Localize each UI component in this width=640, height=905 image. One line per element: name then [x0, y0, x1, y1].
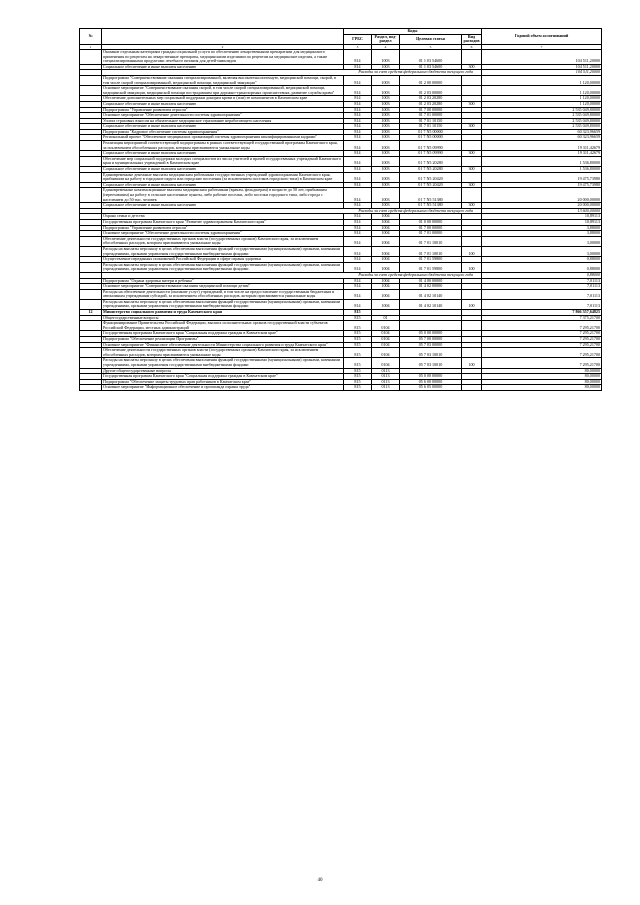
budget-document-page [79, 28, 601, 391]
row-target-article: 01 0 00 00000 [400, 219, 462, 225]
row-razdel: 1003 [372, 141, 400, 151]
row-grbs: 814 [344, 214, 372, 220]
row-razdel: 0113 [372, 368, 400, 374]
table-row [80, 246, 602, 256]
row-razdel: 1003 [372, 135, 400, 141]
page-number: 40 [317, 878, 323, 883]
row-target-article: 05 7 03 10010 [400, 358, 462, 368]
row-sum: 7 375,21700 [482, 315, 602, 321]
row-sum: 19 311,42679 [482, 141, 602, 151]
row-grbs: 814 [344, 141, 372, 151]
row-expense-type [462, 141, 482, 151]
row-sum: 1 536,80000 [482, 167, 602, 173]
row-name: Социальное обеспечение и иные выплаты населению [102, 182, 344, 188]
row-razdel: 1004 [372, 299, 400, 309]
row-name: Основное мероприятие "Финансовое обеспечение деятельности Министерства социального развития и труда Камчатского края" [102, 342, 344, 348]
row-target-article: 01 7 01 10150 [400, 124, 462, 130]
row-grbs: 814 [344, 289, 372, 299]
row-target-article: 01 7 01 10010 [400, 236, 462, 246]
row-grbs: 814 [344, 124, 372, 130]
row-name: Охрана семьи и детства [102, 214, 344, 220]
row-name: Реализация мероприятий соответствующей подпрограммы в рамках соответствующей государственной программы Камчатского края, за исключением обособленных расходов, которым присваиваются уникальные коды [102, 141, 344, 151]
row-num [80, 321, 102, 331]
column-number: 1 [80, 44, 102, 49]
note-text: Расходы за счет средств федерального бюджета текущего года [102, 70, 482, 76]
row-sum: 2 535 049,80000 [482, 118, 602, 124]
row-target-article: 01 1 03 54600 [400, 64, 462, 70]
row-razdel: 1003 [372, 64, 400, 70]
row-num [80, 172, 102, 182]
row-name: Социальное обеспечение и иные выплаты населению [102, 101, 344, 107]
row-grbs: 815 [344, 358, 372, 368]
row-razdel: 1003 [372, 118, 400, 124]
row-target-article: 05 7 00 00000 [400, 337, 462, 343]
row-razdel: 1004 [372, 214, 400, 220]
row-grbs: 814 [344, 278, 372, 284]
row-target-article [400, 321, 462, 331]
row-razdel: 1004 [372, 219, 400, 225]
row-target-article: 01 7 N5 00000 [400, 129, 462, 135]
row-grbs: 815 [344, 321, 372, 331]
row-num [80, 141, 102, 151]
row-name: Подпрограмма "Охрана здоровья матери и ребенка" [102, 278, 344, 284]
row-num [80, 358, 102, 368]
row-target-article: 01 7 N5 20420 [400, 172, 462, 182]
budget-allocation-table [79, 28, 602, 391]
row-name: Основное мероприятие "Обеспечение деятельности системы здравоохранения" [102, 231, 344, 237]
column-number: 5 [400, 44, 462, 49]
row-expense-type: 100 [462, 299, 482, 309]
row-name: Основное мероприятие "Совершенствование оказания скорой, в том числе скорой специализированной, медицинской помощи, медицинской эвакуации, медицинской помощи пострадавшим при дорожно-транспортных происшествиях, развитие службы крови" [102, 86, 344, 96]
row-name: Расходы на обеспечение деятельности (оказание услуг) учреждений, в том числе на предоставление государственным бюджетным и автономным учреждениям субсидий, за исключением обособленных расходов, которым присваиваются уникальные коды [102, 289, 344, 299]
row-grbs: 814 [344, 129, 372, 135]
row-sum: 3,00000 [482, 246, 602, 256]
row-name: Подпрограмма "Кадровое обеспечение системы здравоохранения" [102, 129, 344, 135]
row-name: Расходы на выплаты персоналу в целях обеспечения выполнения функций государственными (муниципальными) органами, казенными учреждениями, органами управления государственными внебюджетными фондами [102, 262, 344, 272]
row-expense-type [462, 385, 482, 391]
row-expense-type: 100 [462, 358, 482, 368]
row-grbs: 814 [344, 86, 372, 96]
row-grbs: 814 [344, 299, 372, 309]
row-razdel: 1003 [372, 101, 400, 107]
row-name: Расходы на выплаты персоналу в целях обеспечения выполнения функций государственными (муниципальными) органами, казенными учреждениями, органами управления государственными внебюджетными фондами [102, 299, 344, 309]
row-sum: 80,00000 [482, 374, 602, 380]
table-row [80, 236, 602, 246]
row-grbs: 814 [344, 203, 372, 209]
row-name: Единовременные компенсационные выплаты медицинским работникам (врачам, фельдшерам) в возрасте до 50 лет, прибывшим (переехавшим) на работу в сельские населенные пункты, либо рабочие поселки, либо поселки городского типа, либо города с населением до 50 тыс. человек [102, 188, 344, 203]
row-name: Социальное обеспечение и иные выплаты населению [102, 124, 344, 130]
row-num [80, 348, 102, 358]
header-expense-type: Вид расходов [463, 34, 480, 44]
row-razdel: 0104 [372, 358, 400, 368]
row-sum: 1 120,00000 [482, 86, 602, 96]
row-name: Социальное обеспечение и иные выплаты населению [102, 64, 344, 70]
row-sum: 7,01113 [482, 289, 602, 299]
row-razdel: 1003 [372, 49, 400, 64]
row-grbs: 814 [344, 96, 372, 102]
row-razdel: 0113 [372, 374, 400, 380]
row-target-article: 01 2 03 20280 [400, 96, 462, 102]
row-grbs: 815 [344, 315, 372, 321]
row-name: Подпрограмма "Управление развитием отрасли" [102, 107, 344, 113]
row-target-article: 01 7 00 00000 [400, 107, 462, 113]
row-expense-type: 100 [462, 262, 482, 272]
row-razdel: 1004 [372, 246, 400, 256]
row-grbs: 815 [344, 385, 372, 391]
row-target-article: 01 7 N5 20280 [400, 156, 462, 166]
row-razdel: 1003 [372, 86, 400, 96]
row-sum: 19 311,42679 [482, 151, 602, 157]
row-sum: 2 535 049,80000 [482, 113, 602, 119]
column-number: 3 [344, 44, 372, 49]
row-num [80, 75, 102, 85]
table-row [80, 262, 602, 272]
row-sum: 1 120,00000 [482, 75, 602, 85]
row-name: Обеспечение дополнительных мер социальной поддержки донорам крови и (или) ее компонентов в Камчатском крае [102, 96, 344, 102]
row-target-article: 05 6 05 00000 [400, 385, 462, 391]
row-num [80, 188, 102, 203]
row-grbs: 814 [344, 107, 372, 113]
note-sum: 13 600,00000 [482, 208, 602, 214]
header-name [102, 29, 344, 45]
row-expense-type: 300 [462, 64, 482, 70]
row-name: Государственная программа Камчатского края "Социальная поддержка граждан в Камчатском крае" [102, 331, 344, 337]
row-razdel: 1003 [372, 129, 400, 135]
row-grbs: 814 [344, 151, 372, 157]
row-razdel: 1003 [372, 124, 400, 130]
row-sum: 80,00000 [482, 368, 602, 374]
row-razdel: 01 [372, 315, 400, 321]
row-target-article: 01 2 03 20280 [400, 101, 462, 107]
row-target-article: 01 7 01 00000 [400, 231, 462, 237]
row-grbs: 814 [344, 75, 372, 85]
table-row [80, 188, 602, 203]
row-num [80, 156, 102, 166]
row-sum: 7,01113 [482, 284, 602, 290]
row-grbs: 814 [344, 188, 372, 203]
column-number: 7 [482, 44, 602, 49]
row-target-article: 05 7 03 10010 [400, 348, 462, 358]
row-sum: 1 120,00000 [482, 101, 602, 107]
row-name: Расходы на выплаты персоналу в целях обеспечения выполнения функций государственными (муниципальными) органами, казенными учреждениями, органами управления государственными внебюджетными фондами [102, 246, 344, 256]
row-expense-type [462, 156, 482, 166]
row-razdel: 1003 [372, 156, 400, 166]
row-sum: 0,88000 [482, 257, 602, 263]
row-grbs: 814 [344, 219, 372, 225]
row-razdel: 1004 [372, 231, 400, 237]
row-num [80, 289, 102, 299]
row-sum: 60 323,96659 [482, 135, 602, 141]
row-expense-type: 300 [462, 124, 482, 130]
row-name: Региональный проект "Обеспечение медицинских организаций системы здравоохранения квалифицированными кадрами" [102, 135, 344, 141]
row-grbs: 815 [344, 331, 372, 337]
row-target-article: 01 7 01 59800 [400, 257, 462, 263]
row-name: Социальное обеспечение и иные выплаты населению [102, 203, 344, 209]
row-razdel: 1003 [372, 203, 400, 209]
row-grbs: 814 [344, 231, 372, 237]
table-row [80, 86, 602, 96]
row-sum: 19 475,73980 [482, 182, 602, 188]
row-razdel: 0104 [372, 342, 400, 348]
table-row [80, 75, 602, 85]
row-name: Функционирование Правительства Российской Федерации, высших исполнительных органов государственной власти субъектов Российской Федерации, местных администраций [102, 321, 344, 331]
row-razdel: 1004 [372, 262, 400, 272]
row-grbs: 815 [344, 348, 372, 358]
row-target-article: 01 4 02 00000 [400, 284, 462, 290]
row-target-article: 01 7 N5 20420 [400, 182, 462, 188]
row-name: Министерство социального развития и труда Камчатского края [102, 310, 344, 316]
row-grbs: 814 [344, 49, 372, 64]
row-sum: 3,00000 [482, 236, 602, 246]
row-grbs: 814 [344, 182, 372, 188]
row-expense-type [462, 75, 482, 85]
row-name: Государственная программа Камчатского края "Социальная поддержка граждан в Камчатском крае" [102, 374, 344, 380]
row-sum: 7 295,21700 [482, 348, 602, 358]
row-razdel: 0113 [372, 379, 400, 385]
row-target-article: 05 6 00 00000 [400, 379, 462, 385]
row-razdel: 0104 [372, 348, 400, 358]
row-target-article: 01 4 02 10140 [400, 289, 462, 299]
row-grbs: 814 [344, 246, 372, 256]
row-grbs: 815 [344, 310, 372, 316]
row-grbs: 814 [344, 236, 372, 246]
row-grbs: 815 [344, 379, 372, 385]
row-num [80, 86, 102, 96]
row-name: Обеспечение деятельности государственных органов власти (государственных органов) Камчатского края, за исключением обособленных расходов, которым присваиваются уникальные коды [102, 236, 344, 246]
row-target-article: 01 7 N5 51380 [400, 203, 462, 209]
table-row [80, 156, 602, 166]
row-expense-type: 300 [462, 101, 482, 107]
row-name: Обеспечение мер социальной поддержки молодых специалистов из числа учителей и врачей государственных учреждений Камчатского края и муниципальных учреждений в Камчатском крае [102, 156, 344, 166]
row-name: Расходы на выплаты персоналу в целях обеспечения выполнения функций государственными (муниципальными) органами, казенными учреждениями, органами управления государственными внебюджетными фондами [102, 358, 344, 368]
row-grbs: 814 [344, 284, 372, 290]
table-row [80, 385, 602, 391]
column-number: 6 [462, 44, 482, 49]
row-razdel: 1004 [372, 284, 400, 290]
row-name: Социальное обеспечение и иные выплаты населению [102, 167, 344, 173]
row-grbs: 814 [344, 172, 372, 182]
row-sum: 3,88000 [482, 225, 602, 231]
header-codes-group: Коды [344, 29, 482, 35]
row-sum: 60 323,96659 [482, 129, 602, 135]
row-name: Другие общегосударственные вопросы [102, 368, 344, 374]
row-target-article: 01 7 01 10010 [400, 246, 462, 256]
row-name: Государственная программа Камчатского края "Развитие здравоохранения Камчатского края" [102, 219, 344, 225]
row-name: Общегосударственные вопросы [102, 315, 344, 321]
table-row [80, 358, 602, 368]
row-expense-type: 300 [462, 167, 482, 173]
row-sum: 3,88000 [482, 231, 602, 237]
row-target-article: 01 7 N5 00000 [400, 135, 462, 141]
table-row [80, 321, 602, 331]
row-target-article: 01 2 03 00000 [400, 86, 462, 96]
row-sum: 7 295,21700 [482, 331, 602, 337]
note-sum: 104 511,20000 [482, 70, 602, 76]
row-target-article: 05 0 00 00000 [400, 331, 462, 337]
row-num [80, 246, 102, 256]
row-sum: 104 511,20000 [482, 64, 602, 70]
row-razdel: 1004 [372, 225, 400, 231]
note-sum: 0,88000 [482, 272, 602, 278]
row-sum: 2 535 049,80000 [482, 124, 602, 130]
row-razdel: 1003 [372, 167, 400, 173]
row-expense-type [462, 49, 482, 64]
row-expense-type [462, 188, 482, 203]
row-name: Осуществление переданных полномочий Российской Федерации в сфере охраны здоровья [102, 257, 344, 263]
column-number: 2 [102, 44, 344, 49]
row-grbs: 814 [344, 64, 372, 70]
row-target-article: 01 4 02 10140 [400, 299, 462, 309]
row-razdel: 1003 [372, 107, 400, 113]
row-grbs: 814 [344, 262, 372, 272]
row-razdel: 1003 [372, 151, 400, 157]
row-expense-type: 300 [462, 151, 482, 157]
row-name: Основное мероприятие "Информационное обеспечение и пропаганда охраны труда" [102, 385, 344, 391]
row-expense-type [462, 86, 482, 96]
row-grbs: 814 [344, 167, 372, 173]
row-target-article: 01 1 03 54600 [400, 49, 462, 64]
table-row [80, 348, 602, 358]
row-expense-type: 300 [462, 182, 482, 188]
row-razdel: 1003 [372, 172, 400, 182]
row-num [80, 236, 102, 246]
row-target-article: 05 7 03 00000 [400, 342, 462, 348]
row-target-article: 01 2 00 00000 [400, 75, 462, 85]
row-sum: 1 536,80000 [482, 156, 602, 166]
row-grbs: 815 [344, 337, 372, 343]
row-sum: 80,00000 [482, 385, 602, 391]
row-grbs: 814 [344, 225, 372, 231]
row-expense-type [462, 321, 482, 331]
row-sum: 1 120,00000 [482, 96, 602, 102]
row-name: Единовременные денежные выплаты медицинским работникам государственных учреждений здравоохранения Камчатского края, прибывшим на работу в городские округа или городские поселения (за исключением поселков городского типа) в Камчатском крае [102, 172, 344, 182]
row-target-article: 01 7 N5 20280 [400, 167, 462, 173]
header-razdel: Раздел, под-раздел [372, 34, 400, 44]
note-text: Расходы за счет средств федерального бюджета текущего года [102, 272, 482, 278]
row-razdel: 1003 [372, 96, 400, 102]
row-target-article: 01 7 N5 09990 [400, 151, 462, 157]
row-name: Подпрограмма "Управление развитием отрасли" [102, 225, 344, 231]
row-razdel: 1004 [372, 278, 400, 284]
row-name: Основное мероприятие "Совершенствование оказания медицинской помощи детям" [102, 284, 344, 290]
row-sum: 7,01113 [482, 299, 602, 309]
row-sum: 7 295,21700 [482, 321, 602, 331]
row-expense-type: 100 [462, 246, 482, 256]
row-name: Подпрограмма "Обеспечение реализации Программы" [102, 337, 344, 343]
row-expense-type: 300 [462, 203, 482, 209]
row-sum: 20 000,00000 [482, 203, 602, 209]
row-grbs: 815 [344, 342, 372, 348]
row-target-article: 01 7 N5 51380 [400, 188, 462, 203]
row-sum: 2 535 049,80000 [482, 107, 602, 113]
row-target-article: 01 4 00 00000 [400, 278, 462, 284]
row-sum: 80,00000 [482, 379, 602, 385]
row-sum: 10,89113 [482, 214, 602, 220]
row-name: Социальное обеспечение и иные выплаты населению [102, 151, 344, 157]
row-sum: 7 866 557,64825 [482, 310, 602, 316]
row-sum: 19 475,73980 [482, 172, 602, 182]
row-razdel: 1003 [372, 113, 400, 119]
row-sum: 7 295,21700 [482, 358, 602, 368]
row-target-article: 01 7 00 00000 [400, 225, 462, 231]
table-row [80, 172, 602, 182]
row-target-article: 05 0 00 00000 [400, 374, 462, 380]
row-grbs: 814 [344, 257, 372, 263]
header-grbs: ГРБС [344, 34, 372, 44]
row-grbs: 814 [344, 118, 372, 124]
row-razdel: 1004 [372, 289, 400, 299]
row-expense-type [462, 289, 482, 299]
row-grbs: 814 [344, 113, 372, 119]
row-expense-type [462, 172, 482, 182]
header-target-article: Целевая статья [400, 34, 462, 44]
row-expense-type [462, 348, 482, 358]
row-num: 12 [80, 310, 102, 316]
header-amount: Годовой объем ассигнований [482, 29, 602, 45]
table-body [80, 49, 602, 390]
row-grbs: 814 [344, 156, 372, 166]
row-razdel: 1004 [372, 257, 400, 263]
header-num: № [80, 29, 102, 45]
row-num [80, 385, 102, 391]
row-name: Обеспечение деятельности государственных органов власти (государственных органов) Камчатского края, за исключением обособленных расходов, которым присваиваются уникальные коды [102, 348, 344, 358]
row-name: Подпрограмма "Совершенствование оказания специализированной, включая высокотехнологичную, медицинской помощи, скорой, в том числе скорой специализированной, медицинской помощи, медицинской эвакуации" [102, 75, 344, 85]
row-sum: 7,01113 [482, 278, 602, 284]
row-expense-type [462, 236, 482, 246]
row-name: Подпрограмма "Обеспечение защиты трудовых прав работников в Камчатском крае" [102, 379, 344, 385]
row-num [80, 262, 102, 272]
row-razdel: 0104 [372, 331, 400, 337]
row-razdel: 1003 [372, 188, 400, 203]
row-name: Уплата страховых взносов на обязательное медицинское страхование неработающего населения [102, 118, 344, 124]
row-name: Основное мероприятие "Обеспечение деятельности системы здравоохранения" [102, 113, 344, 119]
row-name: Оказание отдельным категориям граждан социальной услуги по обеспечению лекарственными препаратами для медицинского применения по рецептам на лекарственные препараты, медицинскими изделиями по рецептам на медицинские изделия, а также специализированными продуктами лечебного питания для детей-инвалидов [102, 49, 344, 64]
table-row [80, 141, 602, 151]
row-num [80, 299, 102, 309]
note-text: Расходы за счет средств федерального бюджета текущего года [102, 208, 482, 214]
row-grbs: 815 [344, 374, 372, 380]
row-razdel: 1004 [372, 236, 400, 246]
row-target-article: 01 7 01 00000 [400, 113, 462, 119]
table-header [80, 29, 602, 50]
row-grbs: 814 [344, 101, 372, 107]
row-target-article: 01 7 01 59800 [400, 262, 462, 272]
row-target-article: 01 7 N5 09990 [400, 141, 462, 151]
row-razdel: 1003 [372, 182, 400, 188]
row-target-article: 01 7 01 10150 [400, 118, 462, 124]
row-num [80, 49, 102, 64]
row-sum: 20 000,00000 [482, 188, 602, 203]
row-razdel: 1003 [372, 75, 400, 85]
table-row [80, 49, 602, 64]
table-row [80, 289, 602, 299]
row-grbs: 814 [344, 135, 372, 141]
column-number: 4 [372, 44, 400, 49]
table-row [80, 299, 602, 309]
row-razdel: 0113 [372, 385, 400, 391]
row-sum: 7 295,21700 [482, 337, 602, 343]
row-sum: 7 295,21700 [482, 342, 602, 348]
row-sum: 104 511,20000 [482, 49, 602, 64]
row-sum: 10,89113 [482, 219, 602, 225]
row-razdel: 0104 [372, 321, 400, 331]
row-sum: 0,88000 [482, 262, 602, 272]
row-grbs: 815 [344, 368, 372, 374]
row-razdel: 0104 [372, 337, 400, 343]
